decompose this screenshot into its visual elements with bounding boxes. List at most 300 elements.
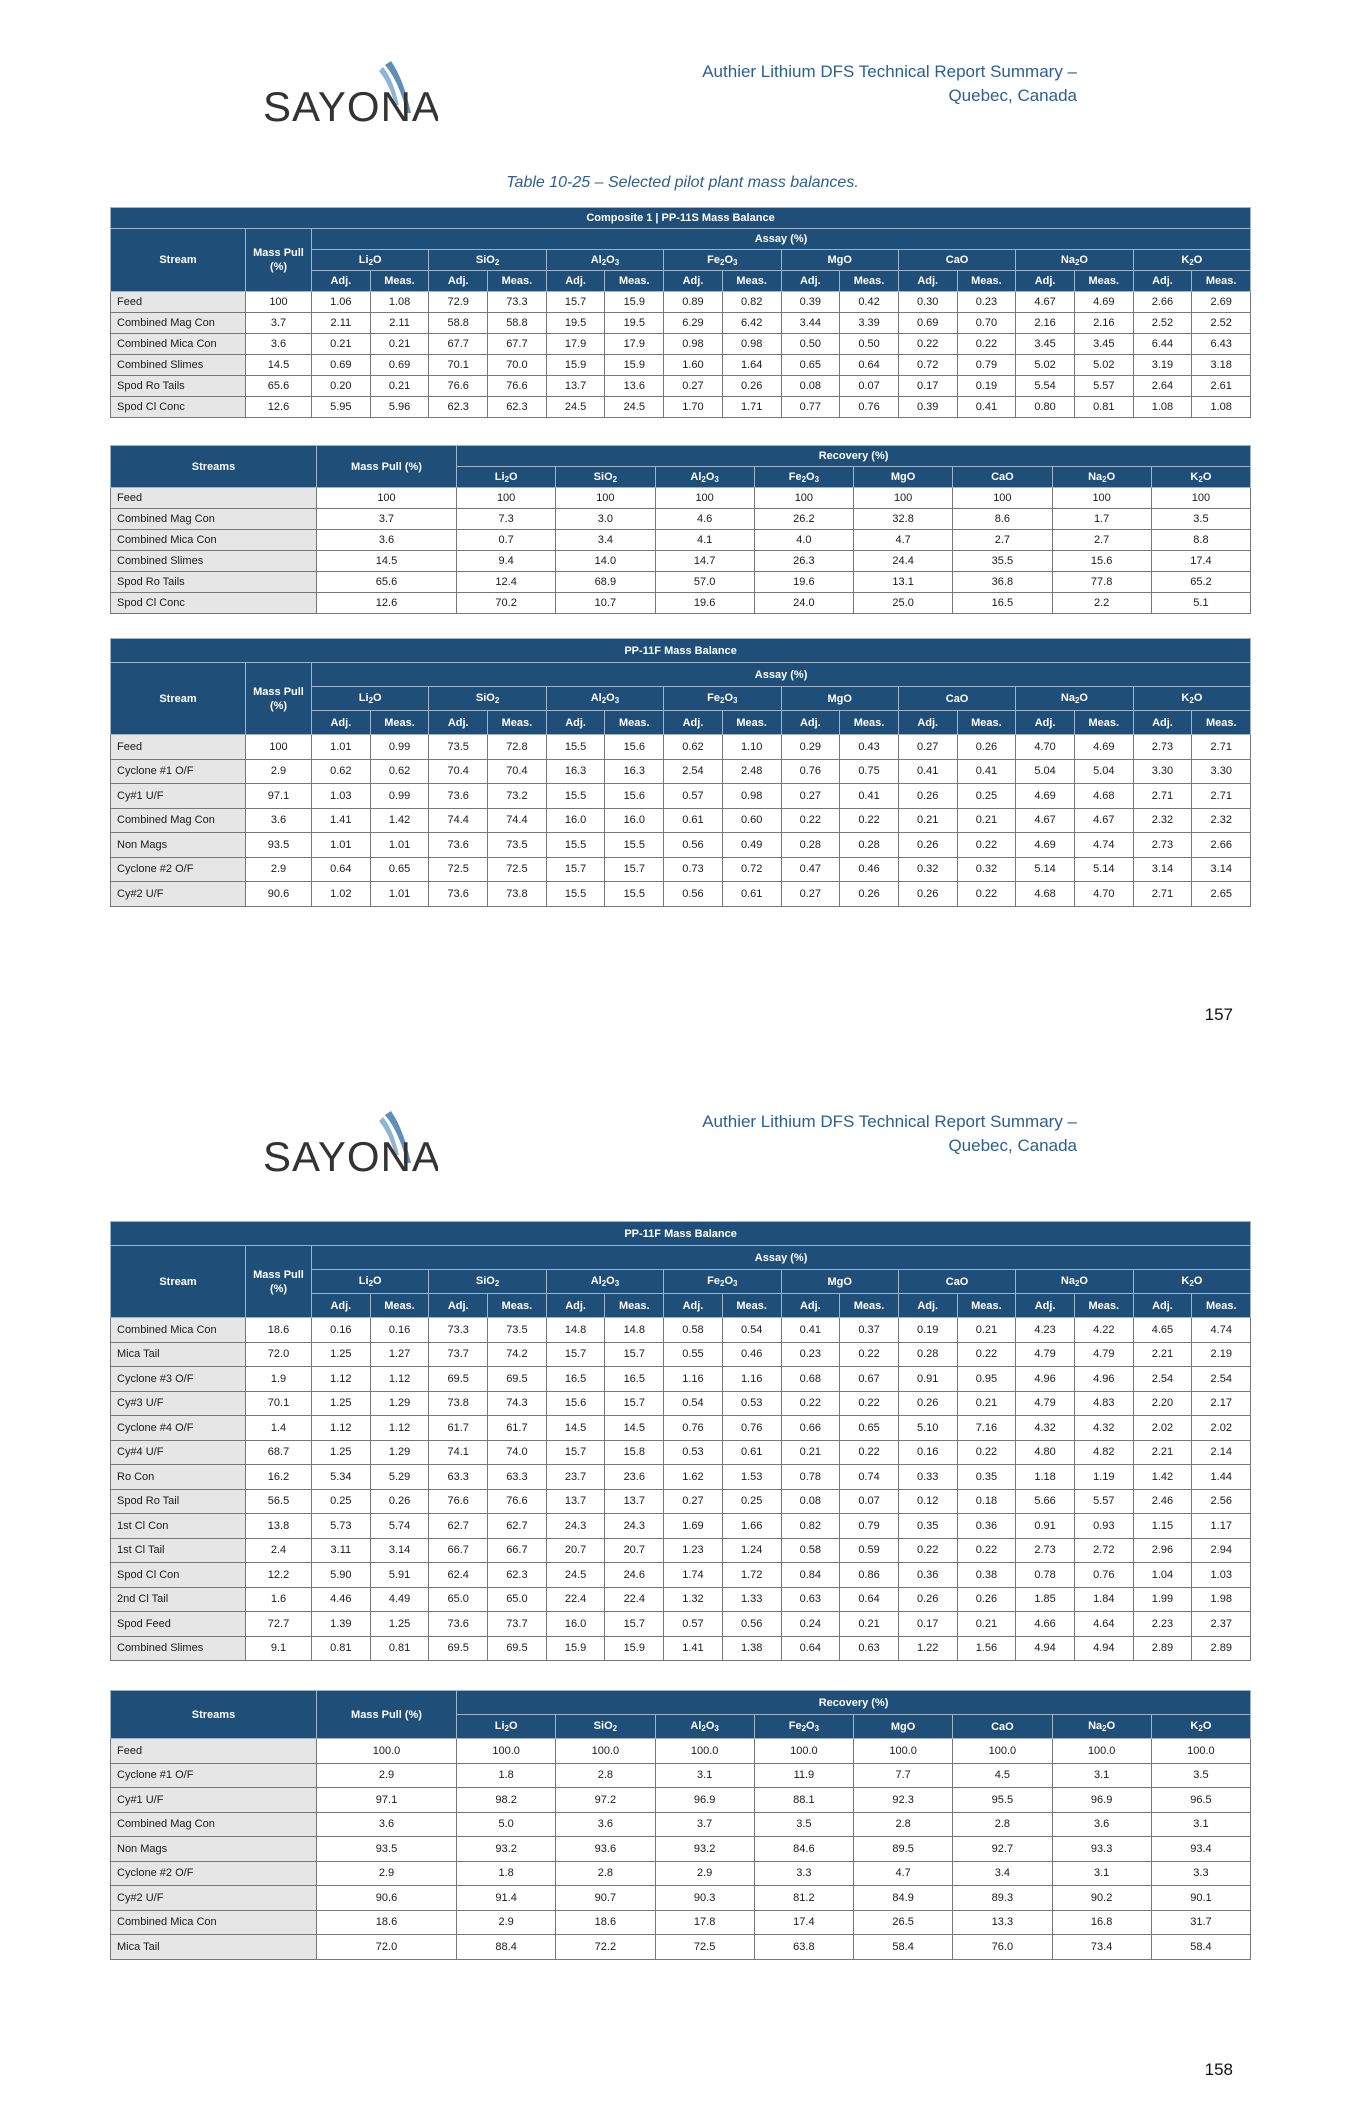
stream-name-cell: Feed <box>111 735 246 760</box>
value-cell: 24.3 <box>546 1514 605 1539</box>
value-cell: 5.57 <box>1074 1489 1133 1514</box>
value-cell: 0.21 <box>898 808 957 833</box>
meas-header: Meas. <box>1074 711 1133 735</box>
value-cell: 97.1 <box>317 1788 457 1813</box>
adj-header: Adj. <box>312 271 371 292</box>
stream-name-cell: Spod Cl Con <box>111 1563 246 1588</box>
value-cell: 73.7 <box>429 1342 488 1367</box>
value-cell: 1.25 <box>312 1391 371 1416</box>
value-cell: 4.7 <box>854 530 953 551</box>
recovery-header: Recovery (%) <box>457 446 1251 467</box>
table-row <box>111 808 1251 833</box>
value-cell: 0.22 <box>781 1391 840 1416</box>
value-cell: 1.18 <box>1016 1465 1075 1490</box>
value-cell: 1.7 <box>1052 509 1151 530</box>
value-cell: 70.1 <box>246 1391 312 1416</box>
oxide-header-row: $Li_2O$ SiO$_2$ $Al_2O_3$ $Fe_2O_3$ MgO CaO $Na_2O$ $K_2O$ <box>111 687 1251 711</box>
value-cell: 1.38 <box>722 1636 781 1661</box>
adj-header: Adj. <box>312 711 371 735</box>
meas-header: Meas. <box>370 271 429 292</box>
value-cell: 35.5 <box>953 551 1052 572</box>
value-cell: 4.69 <box>1016 833 1075 858</box>
value-cell: 2.20 <box>1133 1391 1192 1416</box>
adj-header: Adj. <box>429 1294 488 1318</box>
value-cell: 24.0 <box>754 593 853 614</box>
value-cell: 2.9 <box>317 1861 457 1886</box>
value-cell: 24.3 <box>605 1514 664 1539</box>
value-cell: 70.2 <box>457 593 556 614</box>
table-row <box>111 1636 1251 1661</box>
value-cell: 4.79 <box>1016 1391 1075 1416</box>
value-cell: 3.6 <box>1052 1812 1151 1837</box>
value-cell: 14.0 <box>556 551 655 572</box>
value-cell: 7.16 <box>957 1416 1016 1441</box>
stream-header: Stream <box>111 1246 246 1318</box>
adj-header: Adj. <box>1133 711 1192 735</box>
value-cell: 73.5 <box>488 833 547 858</box>
oxide-header-row: $Li_2O$ SiO$_2$ $Al_2O_3$ $Fe_2O_3$ MgO CaO $Na_2O$ $K_2O$ <box>111 467 1251 488</box>
value-cell: 0.70 <box>957 313 1016 334</box>
value-cell: 0.12 <box>898 1489 957 1514</box>
value-cell: 1.4 <box>246 1416 312 1441</box>
table-row <box>111 1538 1251 1563</box>
value-cell: 3.6 <box>246 334 312 355</box>
value-cell: 2.71 <box>1192 735 1251 760</box>
stream-name-cell: Feed <box>111 1739 317 1764</box>
value-cell: 14.5 <box>546 1416 605 1441</box>
value-cell: 15.7 <box>605 1342 664 1367</box>
value-cell: 100 <box>1151 488 1250 509</box>
table-row <box>111 1587 1251 1612</box>
value-cell: 0.58 <box>664 1318 723 1343</box>
stream-name-cell: Cyclone #3 O/F <box>111 1367 246 1392</box>
stream-name-cell: Mica Tail <box>111 1342 246 1367</box>
value-cell: 0.42 <box>840 292 899 313</box>
value-cell: 68.9 <box>556 572 655 593</box>
value-cell: 67.7 <box>488 334 547 355</box>
value-cell: 1.10 <box>722 735 781 760</box>
value-cell: 70.4 <box>429 759 488 784</box>
value-cell: 3.18 <box>1192 355 1251 376</box>
value-cell: 4.74 <box>1192 1318 1251 1343</box>
value-cell: 24.5 <box>546 1563 605 1588</box>
value-cell: 4.70 <box>1074 882 1133 907</box>
value-cell: 16.0 <box>546 808 605 833</box>
value-cell: 2.66 <box>1133 292 1192 313</box>
meas-header: Meas. <box>370 711 429 735</box>
value-cell: 73.6 <box>429 784 488 809</box>
stream-name-cell: Spod Cl Conc <box>111 593 317 614</box>
mass-pull-header: Mass Pull (%) <box>317 1691 457 1739</box>
table-row <box>111 833 1251 858</box>
table-row <box>111 1612 1251 1637</box>
value-cell: 4.96 <box>1074 1367 1133 1392</box>
table-row <box>111 1837 1251 1862</box>
value-cell: 88.1 <box>754 1788 853 1813</box>
value-cell: 1.16 <box>722 1367 781 1392</box>
value-cell: 14.8 <box>605 1318 664 1343</box>
value-cell: 72.0 <box>246 1342 312 1367</box>
value-cell: 0.22 <box>957 1342 1016 1367</box>
value-cell: 100.0 <box>556 1739 655 1764</box>
value-cell: 2.8 <box>953 1812 1052 1837</box>
value-cell: 0.81 <box>312 1636 371 1661</box>
value-cell: 17.4 <box>754 1910 853 1935</box>
value-cell: 4.32 <box>1074 1416 1133 1441</box>
value-cell: 4.1 <box>655 530 754 551</box>
table-body <box>111 1739 1251 1960</box>
stream-name-cell: Feed <box>111 292 246 313</box>
value-cell: 0.74 <box>840 1465 899 1490</box>
value-cell: 1.85 <box>1016 1587 1075 1612</box>
value-cell: 0.26 <box>957 1587 1016 1612</box>
value-cell: 2.71 <box>1133 784 1192 809</box>
adj-header: Adj. <box>781 711 840 735</box>
oxide-header-row: $Li_2O$ SiO$_2$ $Al_2O_3$ $Fe_2O_3$ MgO CaO $Na_2O$ $K_2O$ <box>111 250 1251 271</box>
value-cell: 100.0 <box>655 1739 754 1764</box>
value-cell: 0.58 <box>781 1538 840 1563</box>
value-cell: 14.8 <box>546 1318 605 1343</box>
value-cell: 4.49 <box>370 1587 429 1612</box>
value-cell: 15.5 <box>546 784 605 809</box>
value-cell: 4.7 <box>854 1861 953 1886</box>
streams-header: Streams <box>111 446 317 488</box>
recovery-header: Recovery (%) <box>457 1691 1251 1715</box>
value-cell: 2.2 <box>1052 593 1151 614</box>
value-cell: 0.21 <box>957 1612 1016 1637</box>
value-cell: 2.71 <box>1133 882 1192 907</box>
page-number: 157 <box>1204 1005 1233 1024</box>
value-cell: 100 <box>556 488 655 509</box>
value-cell: 14.5 <box>605 1416 664 1441</box>
value-cell: 4.70 <box>1016 735 1075 760</box>
header-line-1: Authier Lithium DFS Technical Report Summary – <box>702 1112 1077 1131</box>
value-cell: 4.79 <box>1016 1342 1075 1367</box>
value-cell: 1.32 <box>664 1587 723 1612</box>
value-cell: 100.0 <box>1151 1739 1250 1764</box>
value-cell: 1.6 <box>246 1587 312 1612</box>
value-cell: 62.3 <box>488 1563 547 1588</box>
value-cell: 90.1 <box>1151 1886 1250 1911</box>
value-cell: 2.96 <box>1133 1538 1192 1563</box>
value-cell: 0.69 <box>898 313 957 334</box>
adj-header: Adj. <box>898 1294 957 1318</box>
value-cell: 0.26 <box>957 735 1016 760</box>
value-cell: 2.21 <box>1133 1342 1192 1367</box>
value-cell: 69.5 <box>488 1367 547 1392</box>
pp11f-recovery-table <box>110 1690 1251 1960</box>
value-cell: 0.76 <box>1074 1563 1133 1588</box>
value-cell: 90.3 <box>655 1886 754 1911</box>
table-row <box>111 784 1251 809</box>
value-cell: 0.26 <box>722 376 781 397</box>
value-cell: 0.21 <box>840 1612 899 1637</box>
value-cell: 0.95 <box>957 1367 1016 1392</box>
value-cell: 72.9 <box>429 292 488 313</box>
value-cell: 0.49 <box>722 833 781 858</box>
value-cell: 16.0 <box>546 1612 605 1637</box>
value-cell: 70.0 <box>488 355 547 376</box>
value-cell: 0.98 <box>664 334 723 355</box>
value-cell: 0.76 <box>840 397 899 418</box>
stream-name-cell: Cyclone #4 O/F <box>111 1416 246 1441</box>
value-cell: 57.0 <box>655 572 754 593</box>
value-cell: 3.5 <box>754 1812 853 1837</box>
stream-name-cell: Combined Mag Con <box>111 313 246 334</box>
table-row <box>111 1489 1251 1514</box>
logo-text: SAYONA <box>263 1133 438 1180</box>
value-cell: 1.8 <box>457 1763 556 1788</box>
value-cell: 3.6 <box>317 1812 457 1837</box>
table-row <box>111 488 1251 509</box>
value-cell: 1.70 <box>664 397 723 418</box>
value-cell: 1.64 <box>722 355 781 376</box>
value-cell: 0.63 <box>840 1636 899 1661</box>
value-cell: 0.82 <box>722 292 781 313</box>
value-cell: 18.6 <box>556 1910 655 1935</box>
adj-header: Adj. <box>1016 1294 1075 1318</box>
table-row <box>111 572 1251 593</box>
value-cell: 15.7 <box>605 1391 664 1416</box>
value-cell: 69.5 <box>488 1636 547 1661</box>
value-cell: 15.9 <box>546 355 605 376</box>
report-header <box>702 1110 1077 1158</box>
adj-header: Adj. <box>898 271 957 292</box>
value-cell: 36.8 <box>953 572 1052 593</box>
stream-name-cell: Combined Mica Con <box>111 530 317 551</box>
value-cell: 5.02 <box>1074 355 1133 376</box>
value-cell: 72.0 <box>317 1935 457 1960</box>
value-cell: 0.60 <box>722 808 781 833</box>
value-cell: 0.33 <box>898 1465 957 1490</box>
value-cell: 4.6 <box>655 509 754 530</box>
value-cell: 0.41 <box>957 759 1016 784</box>
value-cell: 0.63 <box>781 1587 840 1612</box>
value-cell: 1.12 <box>370 1416 429 1441</box>
value-cell: 14.5 <box>317 551 457 572</box>
value-cell: 96.9 <box>1052 1788 1151 1813</box>
value-cell: 0.22 <box>840 1440 899 1465</box>
header-line-2: Quebec, Canada <box>948 86 1077 105</box>
value-cell: 1.33 <box>722 1587 781 1612</box>
value-cell: 4.94 <box>1074 1636 1133 1661</box>
value-cell: 0.7 <box>457 530 556 551</box>
value-cell: 0.78 <box>1016 1563 1075 1588</box>
adj-header: Adj. <box>429 271 488 292</box>
value-cell: 16.2 <box>246 1465 312 1490</box>
value-cell: 15.5 <box>546 833 605 858</box>
meas-header: Meas. <box>488 1294 547 1318</box>
value-cell: 0.39 <box>781 292 840 313</box>
value-cell: 5.1 <box>1151 593 1250 614</box>
value-cell: 1.06 <box>312 292 371 313</box>
value-cell: 19.6 <box>754 572 853 593</box>
adj-header: Adj. <box>546 1294 605 1318</box>
value-cell: 0.56 <box>722 1612 781 1637</box>
table-row <box>111 355 1251 376</box>
value-cell: 61.7 <box>429 1416 488 1441</box>
value-cell: 1.9 <box>246 1367 312 1392</box>
value-cell: 0.78 <box>781 1465 840 1490</box>
value-cell: 100.0 <box>457 1739 556 1764</box>
mass-pull-header: Mass Pull (%) <box>317 446 457 488</box>
value-cell: 0.98 <box>722 784 781 809</box>
stream-name-cell: Cy#1 U/F <box>111 784 246 809</box>
meas-header: Meas. <box>957 271 1016 292</box>
value-cell: 24.5 <box>546 397 605 418</box>
value-cell: 0.16 <box>370 1318 429 1343</box>
value-cell: 0.28 <box>781 833 840 858</box>
value-cell: 0.26 <box>898 1587 957 1612</box>
value-cell: 1.08 <box>1133 397 1192 418</box>
value-cell: 0.36 <box>957 1514 1016 1539</box>
value-cell: 1.04 <box>1133 1563 1192 1588</box>
value-cell: 63.8 <box>754 1935 853 1960</box>
value-cell: 2.11 <box>312 313 371 334</box>
value-cell: 0.27 <box>898 735 957 760</box>
report-header <box>702 60 1077 108</box>
value-cell: 0.46 <box>840 857 899 882</box>
value-cell: 1.42 <box>1133 1465 1192 1490</box>
value-cell: 72.7 <box>246 1612 312 1637</box>
value-cell: 58.8 <box>429 313 488 334</box>
meas-header: Meas. <box>1192 711 1251 735</box>
value-cell: 77.8 <box>1052 572 1151 593</box>
value-cell: 0.57 <box>664 1612 723 1637</box>
value-cell: 11.9 <box>754 1763 853 1788</box>
assay-header: Assay (%) <box>312 229 1251 250</box>
value-cell: 2.17 <box>1192 1391 1251 1416</box>
value-cell: 73.5 <box>488 1318 547 1343</box>
value-cell: 0.56 <box>664 833 723 858</box>
value-cell: 62.7 <box>429 1514 488 1539</box>
page-number: 158 <box>1204 2060 1233 2079</box>
value-cell: 1.24 <box>722 1538 781 1563</box>
value-cell: 2.65 <box>1192 882 1251 907</box>
value-cell: 12.6 <box>246 397 312 418</box>
table-row <box>111 1367 1251 1392</box>
value-cell: 4.68 <box>1074 784 1133 809</box>
value-cell: 25.0 <box>854 593 953 614</box>
value-cell: 1.42 <box>370 808 429 833</box>
value-cell: 3.14 <box>1192 857 1251 882</box>
adj-header: Adj. <box>664 1294 723 1318</box>
value-cell: 1.72 <box>722 1563 781 1588</box>
table-row <box>111 593 1251 614</box>
value-cell: 16.3 <box>546 759 605 784</box>
adj-header: Adj. <box>781 271 840 292</box>
meas-header: Meas. <box>1074 271 1133 292</box>
value-cell: 9.1 <box>246 1636 312 1661</box>
meas-header: Meas. <box>722 1294 781 1318</box>
value-cell: 4.46 <box>312 1587 371 1612</box>
value-cell: 81.2 <box>754 1886 853 1911</box>
value-cell: 1.66 <box>722 1514 781 1539</box>
value-cell: 24.5 <box>605 397 664 418</box>
pp11f-mass-balance-table <box>110 638 1251 907</box>
value-cell: 69.5 <box>429 1636 488 1661</box>
value-cell: 26.5 <box>854 1910 953 1935</box>
value-cell: 0.23 <box>781 1342 840 1367</box>
value-cell: 5.91 <box>370 1563 429 1588</box>
value-cell: 2.89 <box>1133 1636 1192 1661</box>
stream-name-cell: Combined Mag Con <box>111 808 246 833</box>
value-cell: 31.7 <box>1151 1910 1250 1935</box>
value-cell: 4.69 <box>1016 784 1075 809</box>
value-cell: 2.7 <box>1052 530 1151 551</box>
value-cell: 2.52 <box>1133 313 1192 334</box>
value-cell: 63.3 <box>488 1465 547 1490</box>
value-cell: 15.7 <box>546 292 605 313</box>
value-cell: 65.0 <box>429 1587 488 1612</box>
value-cell: 1.08 <box>1192 397 1251 418</box>
table-row <box>111 1861 1251 1886</box>
value-cell: 0.61 <box>664 808 723 833</box>
value-cell: 0.08 <box>781 376 840 397</box>
table-row <box>111 759 1251 784</box>
meas-header: Meas. <box>605 271 664 292</box>
value-cell: 74.1 <box>429 1440 488 1465</box>
meas-header: Meas. <box>605 711 664 735</box>
value-cell: 58.4 <box>1151 1935 1250 1960</box>
value-cell: 92.3 <box>854 1788 953 1813</box>
stream-name-cell: Mica Tail <box>111 1935 317 1960</box>
table-row <box>111 1812 1251 1837</box>
value-cell: 5.74 <box>370 1514 429 1539</box>
oxide-header-row: $Li_2O$ SiO$_2$ $Al_2O_3$ $Fe_2O_3$ MgO CaO $Na_2O$ $K_2O$ <box>111 1270 1251 1294</box>
value-cell: 1.25 <box>312 1342 371 1367</box>
value-cell: 0.64 <box>840 1587 899 1612</box>
adj-header: Adj. <box>664 711 723 735</box>
value-cell: 8.8 <box>1151 530 1250 551</box>
value-cell: 98.2 <box>457 1788 556 1813</box>
table-title: PP-11F Mass Balance <box>111 639 1251 663</box>
value-cell: 6.43 <box>1192 334 1251 355</box>
table-body <box>111 1318 1251 1661</box>
table-row <box>111 530 1251 551</box>
value-cell: 65.6 <box>317 572 457 593</box>
value-cell: 2.73 <box>1016 1538 1075 1563</box>
value-cell: 93.3 <box>1052 1837 1151 1862</box>
value-cell: 14.7 <box>655 551 754 572</box>
value-cell: 13.6 <box>605 376 664 397</box>
value-cell: 5.02 <box>1016 355 1075 376</box>
value-cell: 2.9 <box>457 1910 556 1935</box>
value-cell: 93.5 <box>246 833 312 858</box>
value-cell: 93.2 <box>457 1837 556 1862</box>
value-cell: 5.14 <box>1074 857 1133 882</box>
value-cell: 1.19 <box>1074 1465 1133 1490</box>
value-cell: 74.2 <box>488 1342 547 1367</box>
mass-pull-header: Mass Pull (%) <box>246 229 312 292</box>
stream-name-cell: Spod Ro Tails <box>111 572 317 593</box>
value-cell: 15.7 <box>546 857 605 882</box>
value-cell: 16.0 <box>605 808 664 833</box>
value-cell: 13.7 <box>546 1489 605 1514</box>
value-cell: 0.93 <box>1074 1514 1133 1539</box>
pp11s-mass-balance-table <box>110 207 1251 418</box>
value-cell: 0.54 <box>664 1391 723 1416</box>
value-cell: 0.54 <box>722 1318 781 1343</box>
value-cell: 0.46 <box>722 1342 781 1367</box>
value-cell: 16.5 <box>953 593 1052 614</box>
value-cell: 0.41 <box>957 397 1016 418</box>
value-cell: 15.9 <box>605 292 664 313</box>
value-cell: 61.7 <box>488 1416 547 1441</box>
stream-name-cell: Cyclone #2 O/F <box>111 857 246 882</box>
value-cell: 1.23 <box>664 1538 723 1563</box>
value-cell: 0.08 <box>781 1489 840 1514</box>
